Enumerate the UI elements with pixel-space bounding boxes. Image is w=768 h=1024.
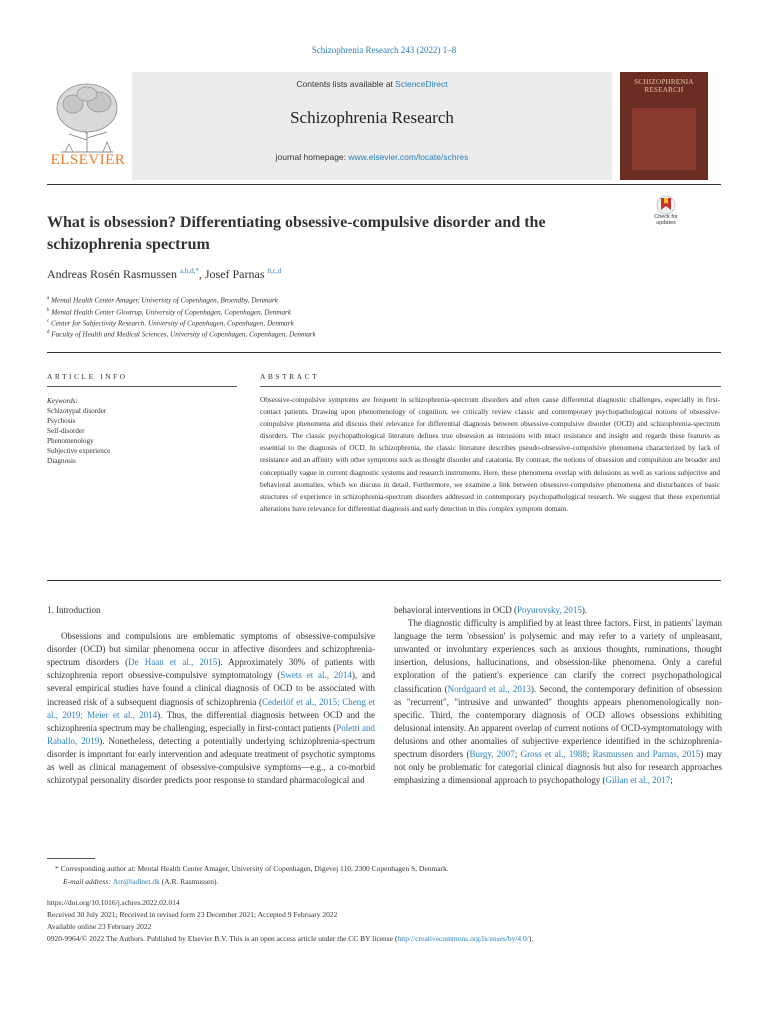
email-link[interactable]: Arr@ladlnet.dk — [112, 877, 160, 886]
article-title: What is obsession? Differentiating obsessive-compulsive disorder and the schizophrenia spectrum — [47, 214, 546, 253]
keywords-list — [47, 396, 227, 466]
citation-link[interactable]: Poletti and Raballo, 2019 — [47, 722, 375, 746]
homepage-line — [132, 152, 612, 162]
footnote-rule — [47, 858, 95, 859]
citation-link[interactable]: Poyurovsky, 2015 — [516, 605, 582, 615]
diagnostic-difficulty-paragraph — [394, 617, 722, 787]
affiliation — [47, 330, 316, 338]
citation-link[interactable]: Nordgaard et al., 2013 — [447, 683, 531, 694]
body-text: ). Second, the contemporary definition of obsession as "recurrent", "intrusive and unwanted" thoughts appears phenomenologically non-specific. Third, the contemporary diagnosis of OCD allows obsessions exhibiting delusional intensity. An apparent overlap of current notions of OCD-symptomatology with delusions and other anomalies of subjective experience identified in the schizophrenia-spectrum disorders ( — [394, 683, 722, 760]
affiliation — [47, 296, 278, 304]
affiliation-letter: d — [47, 330, 50, 335]
citation-link[interactable]: Gross et al., 1988 — [520, 749, 587, 760]
body-text: ; — [586, 749, 593, 760]
body-text: behavioral interventions in OCD ( — [394, 605, 517, 615]
author-separator: , — [198, 267, 205, 281]
body-text: Obsessions and compulsions are emblematic symptoms of obsessive-compulsive disorder (OCD) but similar phenomena occur in affective disorders and schizophrenia-spectrum disorders ( — [47, 631, 375, 668]
body-text: ). Nonetheless, detecting a potentially underlying schizophrenia-spectrum disorder is important for early intervention and adequate treatment of psychotic symptoms as well as clinical management of obsessive-compulsive symptoms—e.g., a co-morbid schizotypal personality disorder predicts poor response to standard pharmacological and — [47, 735, 375, 786]
email-label: E-mail address: — [63, 877, 113, 886]
citation-link[interactable]: Gillan et al., 2017 — [605, 775, 671, 786]
journal-title: Schizophrenia Research — [290, 108, 454, 127]
keywords-label: Keywords: — [47, 397, 78, 405]
keyword: Diagnosis — [47, 457, 76, 465]
cover-title: SCHIZOPHRENIA RESEARCH — [634, 78, 694, 94]
author-name[interactable]: Josef Parnas — [204, 267, 265, 281]
abstract-heading: ABSTRACT — [260, 372, 320, 381]
affiliation-letter: b — [47, 308, 50, 313]
article-info-rule — [47, 386, 237, 387]
corresponding-author-note: * Corresponding author at: Mental Health Center Amager, University of Copenhagen, Digevej 110, 2300 Copenhagen S, Denmark. — [55, 864, 449, 873]
body-text: The diagnostic difficulty is amplified by at least three factors. First, in patients' layman language the term 'obsession' is polysemic and may refer to a variety of unpleasant, unwanted or involuntary experiences such as anxious thoughts, ruminations, thought insertion, delusions, hallucinations, and obsession-like phenomena. Only a careful exploration of the patient's experience can clarify the correct psychopathological classification ( — [394, 618, 722, 694]
citation-link[interactable]: Cederlöf et al., 2015; Cheng et al., 2019; Meier et al., 2014 — [47, 696, 375, 720]
journal-banner — [132, 72, 612, 180]
abstract-bottom-rule — [47, 580, 721, 581]
license-link[interactable]: http://creativecommons.org/licenses/by/4.0/ — [397, 934, 529, 943]
sciencedirect-link[interactable]: ScienceDirect — [395, 79, 448, 89]
email-suffix: (A.R. Rasmussen). — [159, 877, 219, 886]
affiliation-text: Mental Health Center Amager, University of Copenhagen, Broendby, Denmark — [51, 296, 278, 305]
body-text: ). — [581, 605, 588, 615]
keyword: Phenomenology — [47, 437, 94, 445]
body-text: ; — [670, 775, 673, 786]
affiliation-letter: c — [47, 319, 50, 324]
license-suffix: ). — [528, 934, 534, 943]
citation-link[interactable]: Burgy, 2007 — [469, 749, 515, 760]
affiliation-text: Center for Subjectivity Research, University of Copenhagen, Copenhagen, Denmark — [51, 319, 294, 328]
homepage-prefix: journal homepage: — [275, 152, 349, 162]
body-right-column — [394, 604, 722, 787]
author-affiliation-marks[interactable]: a,b,d,* — [179, 267, 199, 275]
body-left-column — [47, 604, 375, 787]
journal-homepage-link[interactable]: www.elsevier.com/locate/schres — [348, 152, 469, 162]
affiliation-text: Faculty of Health and Medical Sciences, University of Copenhagen, Copenhagen, Denmark — [51, 330, 316, 339]
masthead-rule — [47, 184, 721, 185]
doi-link[interactable]: https://doi.org/10.1016/j.schres.2022.02.014 — [47, 898, 180, 907]
keyword: Subjective experience — [47, 447, 111, 455]
intro-paragraph-continued — [394, 604, 722, 617]
body-text: ; — [514, 749, 521, 760]
keyword: Psychosis — [47, 417, 76, 425]
available-online: Available online 23 February 2022 — [47, 922, 152, 931]
body-text: ) may not only be problematic for categorial clinical diagnosis but also for research approaches emphasizing a dimensional approach to psychopathology ( — [394, 749, 722, 786]
affiliation-rule — [47, 352, 721, 353]
body-text: ), and several empirical studies have found a clinical diagnosis of OCD to be associated with increased risk of a subsequent diagnosis of schizophrenia ( — [47, 670, 375, 707]
body-text: ). Approximately 30% of patients with schizophrenia report obsessive-compulsive symptomatology ( — [47, 657, 375, 681]
abstract-rule — [260, 386, 721, 387]
citation-link[interactable]: Rasmussen and Parnas, 2015 — [592, 749, 701, 760]
intro-paragraph — [47, 630, 375, 787]
citation-link[interactable]: De Haan et al., 2015 — [128, 657, 218, 668]
affiliation — [47, 308, 291, 316]
article-info-heading: ARTICLE INFO — [47, 372, 128, 381]
check-for-updates-badge[interactable] — [648, 195, 684, 235]
affiliation — [47, 319, 294, 327]
email-line — [63, 877, 218, 886]
journal-citation[interactable]: Schizophrenia Research 243 (2022) 1–8 — [311, 45, 457, 55]
license-line — [47, 934, 533, 943]
keyword: Self-disorder — [47, 427, 85, 435]
author-affiliation-marks[interactable]: b,c,d — [267, 267, 282, 275]
cover-artwork — [632, 108, 696, 170]
affiliation-text: Mental Health Center Glostrup, University of Copenhagen, Copenhagen, Denmark — [51, 308, 292, 317]
license-prefix: 0920-9964/© 2022 The Authors. Published by Elsevier B.V. This is an open access article under the CC BY license ( — [47, 934, 398, 943]
masthead — [47, 72, 723, 182]
author-name[interactable]: Andreas Rosén Rasmussen — [47, 267, 177, 281]
contents-line — [132, 79, 612, 89]
elsevier-wordmark: ELSEVIER — [50, 152, 126, 168]
section-heading: 1. Introduction — [47, 605, 101, 615]
keyword: Schizotypal disorder — [47, 407, 107, 415]
bookmark-icon — [648, 195, 684, 215]
affiliation-letter: a — [47, 296, 50, 301]
received-dates: Received 30 July 2021; Received in revised form 23 December 2021; Accepted 9 February 2022 — [47, 910, 338, 919]
contents-prefix: Contents lists available at — [296, 79, 396, 89]
abstract-text: Obsessive-compulsive symptoms are frequent in schizophrenia-spectrum disorders and often cause differential diagnostic challenges, especially in first-contact patients. Drawing upon phenomenology of cognition, we critically review classic and contemporary psychopathological notions of obsessive-compulsive phenomena and discuss their relevance for differential diagnosis between obsessive-compulsive disorder (OCD) and schizophrenia-spectrum disorders. The classic psychopathological literature defines true obsession as intrusions with intact resistance and insight and regards these features as essential to the diagnosis of OCD. In schizophrenia, the classic literature describes pseudo-obsessive-compulsive phenomena characterized by lack of resistance and an affinity with other symptoms such as thought disorder and catatonia. By contrast, the notions of obsession and compulsion are broader and conceptually vague in current diagnostic systems and research instruments. Here, these phenomena overlap with delusions as well as various subjective and behavioral anomalies, which we discuss in detail. Furthermore, we examine a link between obsessive-compulsive phenomena and disturbances of basic structures of experience in schizophrenia-spectrum disorders addressed in contemporary psychopathological research. We suggest that these experiential alterations have relevance for differential diagnosis and early detection in this complex symptom domain. — [260, 395, 720, 513]
journal-cover[interactable] — [620, 72, 708, 180]
check-for-updates-label: Check for updates — [654, 214, 678, 226]
citation-link[interactable]: Swets et al., 2014 — [280, 670, 352, 681]
body-text: ). Thus, the differential diagnosis between OCD and the schizophrenia spectrum may be challenging, especially in first-contact patients ( — [47, 709, 375, 733]
author-list — [47, 267, 281, 282]
